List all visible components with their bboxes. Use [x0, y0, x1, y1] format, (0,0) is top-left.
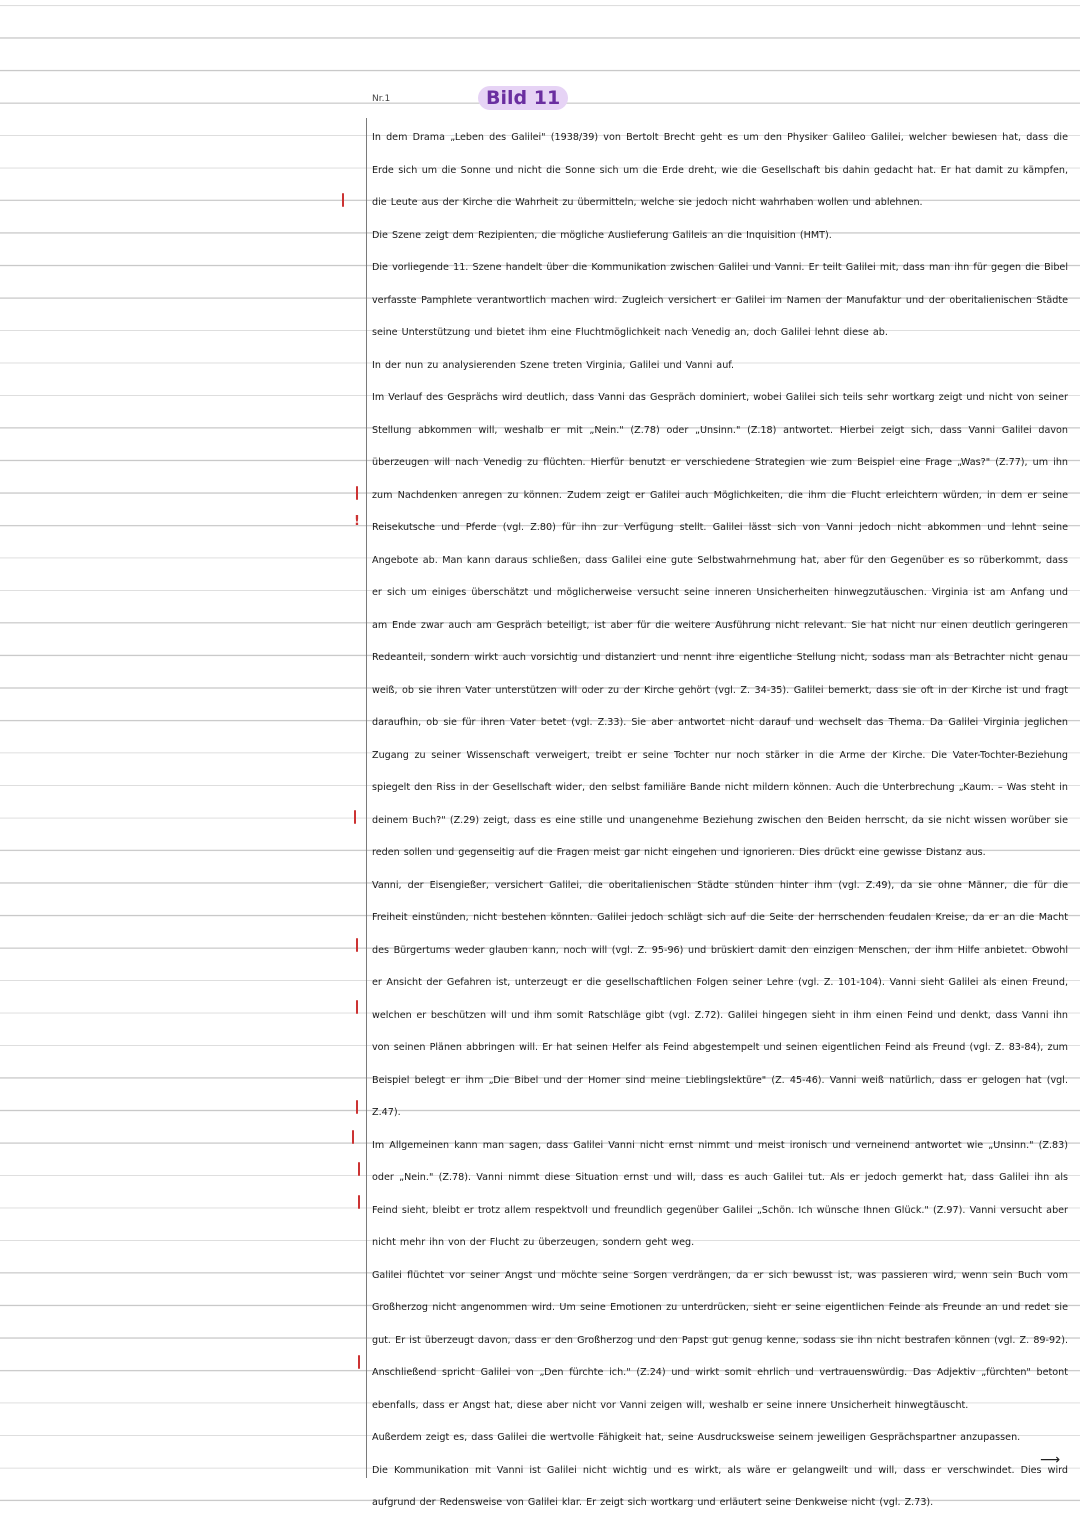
correction-mark	[356, 486, 358, 500]
paragraph-scene-summary: Die vorliegende 11. Szene handelt über die Kommunikation zwischen Galilei und Vanni. Er teilt Galilei mit, dass man ihn für gegen die Bibel verfasste Pamphlete verantwortlich machen wird. Zugleich versichert er Galilei im Namen der Manufaktur und der oberitalienischen Städte seine Unterstützung und bietet ihm eine Fluchtmöglichkeit nach Venedig an, doch Galilei lehnt diese ab.	[372, 262, 1068, 338]
paragraph-vanni: Vanni, der Eisengießer, versichert Galilei, die oberitalienischen Städte stünden hinter ihm (vgl. Z.49), da sie ohne Männer, die für die Freiheit einstünden, nicht bestehen könnten. Galilei jedoch schlägt sich auf die Seite der herrschenden feudalen Kreise, da er an die Macht des Bürgertums weder glauben kann, noch will (vgl. Z. 95-96) und brüskiert damit den einzigen Menschen, der ihm Hilfe anbietet. Obwohl er Ansicht der Gefahren ist, unterzeugt er die gesellschaftlichen Folgen seiner Lehre (vgl. Z. 101-104). Vanni sieht Galilei als einen Freund, welchen er beschützen will und ihm somit Ratschläge gibt (vgl. Z.72). Galilei hingegen sieht in ihm einen Feind und denkt, dass Vanni ihn von seinen Plänen abbringen will. Er hat seinen Helfer als Feind abgestempelt und seinen eigentlichen Feind als Freund (vgl. Z. 83-84), zum Beispiel belegt er ihm „Die Bibel und der Homer sind meine Lieblingslektüre" (Z. 45-46). Vanni weiß natürlich, dass er gelogen hat (vgl. Z.47).	[372, 879, 1068, 1118]
correction-mark	[358, 1162, 360, 1176]
correction-mark	[356, 1000, 358, 1014]
correction-mark	[352, 1130, 354, 1144]
paragraph-intro: In dem Drama „Leben des Galilei" (1938/39) von Bertolt Brecht geht es um den Physiker Galileo Galilei, welcher bewiesen hat, dass die Erde sich um die Sonne und nicht die Sonne sich um die Erde dreht, wie die Gesellschaft bis dahin gedacht hat. Er hat damit zu kämpfen, die Leute aus der Kirche die Wahrheit zu übermitteln, welche sie jedoch nicht wahrhaben wollen und ablehnen.	[372, 132, 1068, 208]
page-number: Nr.1	[372, 94, 391, 104]
correction-mark: !	[354, 514, 360, 529]
page-title: Bild 11	[478, 86, 568, 110]
continue-arrow: ⟶	[1040, 1452, 1061, 1468]
correction-mark	[358, 1195, 360, 1209]
paragraph-ability: Außerdem zeigt es, dass Galilei die wertvolle Fähigkeit hat, seine Ausdrucksweise seinem jeweiligen Gesprächspartner anzupassen.	[372, 1432, 1021, 1443]
correction-mark	[356, 938, 358, 952]
essay-body	[372, 122, 1068, 1520]
paragraph-general: Im Allgemeinen kann man sagen, dass Galilei Vanni nicht ernst nimmt und meist ironisch und verneinend antwortet wie „Unsinn." (Z.83) oder „Nein." (Z.78). Vanni nimmt diese Situation ernst und will, dass es auch Galilei tut. Als er jedoch gemerkt hat, dass Galilei ihn als Feind sieht, bleibt er trotz allem respektvoll und freundlich gegenüber Galilei „Schön. Ich wünsche Ihnen Glück." (Z.97). Vanni versucht aber nicht mehr ihn von der Flucht zu überzeugen, sondern geht weg.	[372, 1139, 1068, 1248]
correction-mark	[358, 1355, 360, 1369]
paragraph-communication: Die Kommunikation mit Vanni ist Galilei nicht wichtig und es wirkt, als wäre er gelangweilt und will, dass er verschwindet. Dies wird aufgrund der Redensweise von Galilei klar. Er zeigt sich wortkarg und erläutert seine Denkweise nicht (vgl. Z.73).	[372, 1464, 1068, 1508]
margin-line	[366, 118, 367, 1478]
paragraph-dialogue-analysis: Im Verlauf des Gesprächs wird deutlich, dass Vanni das Gespräch dominiert, wobei Galilei sich teils sehr wortkarg zeigt und nicht von seiner Stellung abkommen will, weshalb er mit „Nein." (Z.78) oder „Unsinn." (Z.18) antwortet. Hierbei zeigt sich, dass Vanni Galilei davon überzeugen will nach Venedig zu flüchten. Hierfür benutzt er verschiedene Strategien wie zum Beispiel eine Frage „Was?" (Z.77), um ihn zum Nachdenken anregen zu können. Zudem zeigt er Galilei auch Möglichkeiten, die ihm die Flucht erleichtern würden, in dem er seine Reisekutsche und Pferde (vgl. Z.80) für ihn zur Verfügung stellt. Galilei lässt sich von Vanni jedoch nicht abkommen und lehnt seine Angebote ab. Man kann daraus schließen, dass Galilei eine gute Selbstwahrnehmung hat, aber für den Gegenüber es so rüberkommt, dass er sich um einiges überschätzt und möglicherweise versucht seine inneren Unsicherheiten hinwegzutäuschen. Virginia ist am Anfang und am Ende zwar auch am Gespräch beteiligt, ist aber für die weitere Ausführung nicht relevant. Sie hat nicht nur einen deutlich geringeren Redeanteil, sondern wirkt auch vorsichtig und distanziert und nennt ihre eigentliche Stellung nicht, sodass man als Betrachter nicht genau weiß, ob sie ihren Vater unterstützen will oder zu der Kirche gehört (vgl. Z. 34-35). Galilei bemerkt, dass sie oft in der Kirche ist und fragt daraufhin, ob sie für ihren Vater betet (vgl. Z.33). Sie aber antwortet nicht darauf und wechselt das Thema. Da Galilei Virginia jeglichen Zugang zu seiner Wissenschaft verweigert, treibt er seine Tochter nur noch stärker in die Arme der Kirche. Die Vater-Tochter-Beziehung spiegelt den Riss in der Gesellschaft wider, den selbst familiäre Bande nicht mildern können. Auch die Unterbrechung „Kaum. – Was steht in deinem Buch?" (Z.29) zeigt, dass es eine stille und unangenehme Beziehung zwischen den Beiden herrscht, da sie nicht wissen worüber sie reden sollen und gegenseitig auf die Fragen meist gar nicht eingehen und ignorieren. Dies drückt eine gewisse Distanz aus.	[372, 392, 1068, 858]
correction-mark	[342, 193, 344, 207]
paragraph-thesis: Die Szene zeigt dem Rezipienten, die mögliche Auslieferung Galileis an die Inquisition (HMT).	[372, 229, 832, 241]
paragraph-fear: Galilei flüchtet vor seiner Angst und möchte seine Sorgen verdrängen, da er sich bewusst ist, was passieren wird, wenn sein Buch vom Großherzog nicht angenommen wird. Um seine Emotionen zu unterdrücken, sieht er seine eigentlichen Feinde als Freunde an und redet sie gut. Er ist überzeugt davon, dass er den Großherzog und den Papst gut genug kenne, sodass sie ihn nicht bestrafen können (vgl. Z. 89-92). Anschließend spricht Galilei von „Den fürchte ich." (Z.24) und wirkt somit ehrlich und vertrauenswürdig. Das Adjektiv „fürchten" betont ebenfalls, dass er Angst hat, diese aber nicht vor Vanni zeigen will, weshalb er seine innere Unsicherheit hinwegtäuscht.	[372, 1269, 1068, 1411]
paragraph-characters: In der nun zu analysierenden Szene treten Virginia, Galilei und Vanni auf.	[372, 359, 734, 371]
correction-mark	[356, 1100, 358, 1114]
correction-mark	[354, 810, 356, 824]
